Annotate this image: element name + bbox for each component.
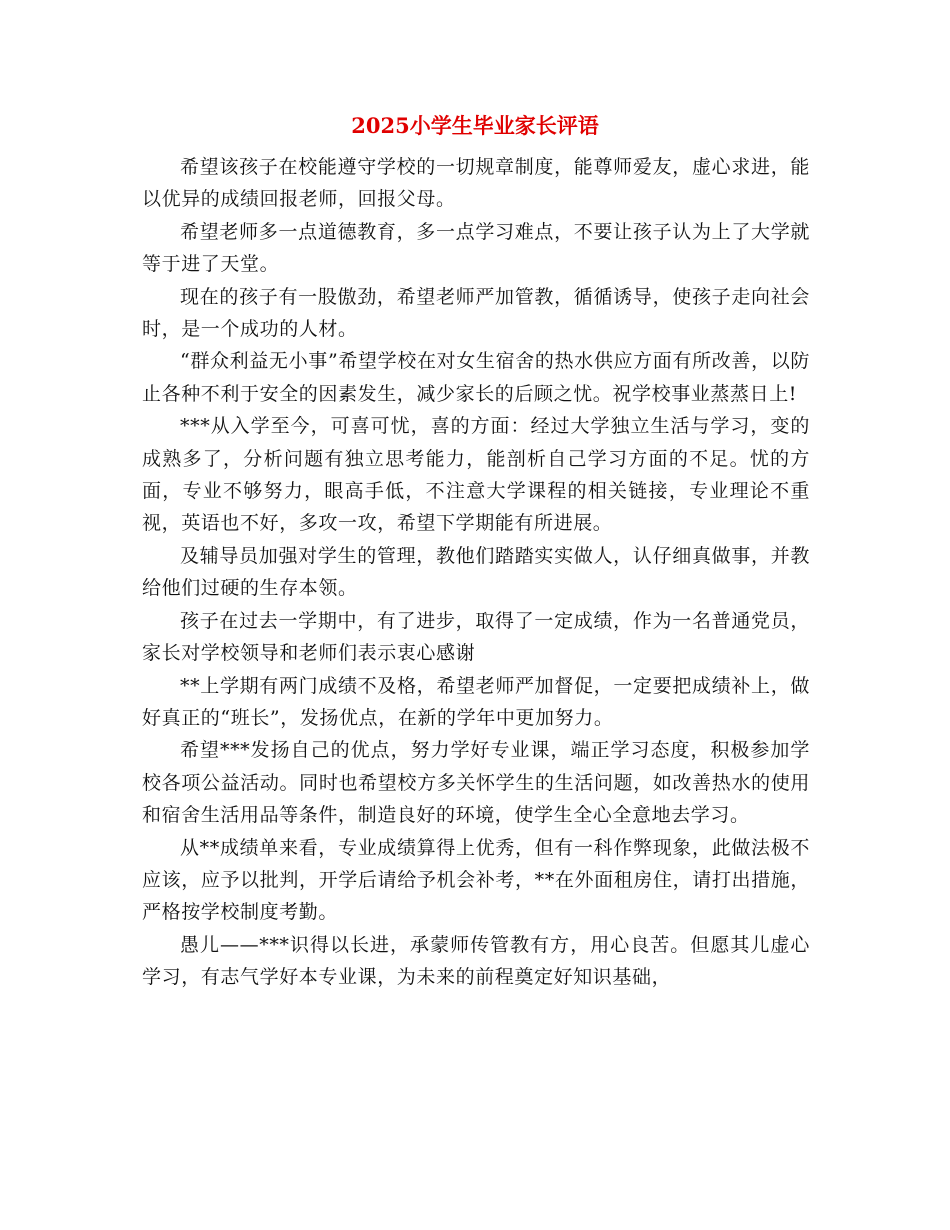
paragraph-8: **上学期有两门成绩不及格，希望老师严加督促，一定要把成绩补上，做好真正的“班长”，发扬优点，在新的学年中更加努力。 (142, 674, 810, 729)
paragraph-6: 及辅导员加强对学生的管理，教他们踏踏实实做人，认仔细真做事，并教给他们过硬的生存本领。 (142, 544, 810, 600)
paragraph-11: 愚儿——***识得以长进，承蒙师传管教有方，用心良苦。但愿其儿虚心学习，有志气学好本专业课，为未来的前程奠定好知识基础， (142, 933, 810, 989)
document-title: 2025小学生毕业家长评语 (351, 113, 599, 138)
paragraph-9: 希望***发扬自己的优点，努力学好专业课，端正学习态度，积极参加学校各项公益活动。同时也希望校方多关怀学生的生活问题，如改善热水的使用和宿舍生活用品等条件，制造良好的环境，使学生全心全意地去学习。 (142, 739, 810, 827)
document-body (142, 151, 810, 994)
paragraph-5: ***从入学至今，可喜可忧，喜的方面：经过大学独立生活与学习，变的成熟多了，分析问题有独立思考能力，能剖析自己学习方面的不足。忧的方面，专业不够努力，眼高手低，不注意大学课程的相关链接，专业理论不重视，英语也不好，多攻一攻，希望下学期能有所进展。 (142, 415, 810, 535)
paragraph-4: “群众利益无小事”希望学校在对女生宿舍的热水供应方面有所改善，以防止各种不利于安全的因素发生，减少家长的后顾之忧。祝学校事业蒸蒸日上! (142, 350, 810, 405)
paragraph-7: 孩子在过去一学期中，有了进步，取得了一定成绩，作为一名普通党员，家长对学校领导和老师们表示衷心感谢 (142, 609, 810, 665)
paragraph-1: 希望该孩子在校能遵守学校的一切规章制度，能尊师爱友，虚心求进，能以优异的成绩回报老师，回报父母。 (142, 156, 810, 211)
paragraph-10: 从**成绩单来看，专业成绩算得上优秀，但有一科作弊现象，此做法极不应该，应予以批判，开学后请给予机会补考，**在外面租房住，请打出措施，严格按学校制度考勤。 (142, 836, 810, 924)
paragraph-3: 现在的孩子有一股傲劲，希望老师严加管教，循循诱导，使孩子走向社会时，是一个成功的人材。 (142, 285, 810, 341)
paragraph-2: 希望老师多一点道德教育，多一点学习难点，不要让孩子认为上了大学就等于进了天堂。 (142, 220, 810, 276)
